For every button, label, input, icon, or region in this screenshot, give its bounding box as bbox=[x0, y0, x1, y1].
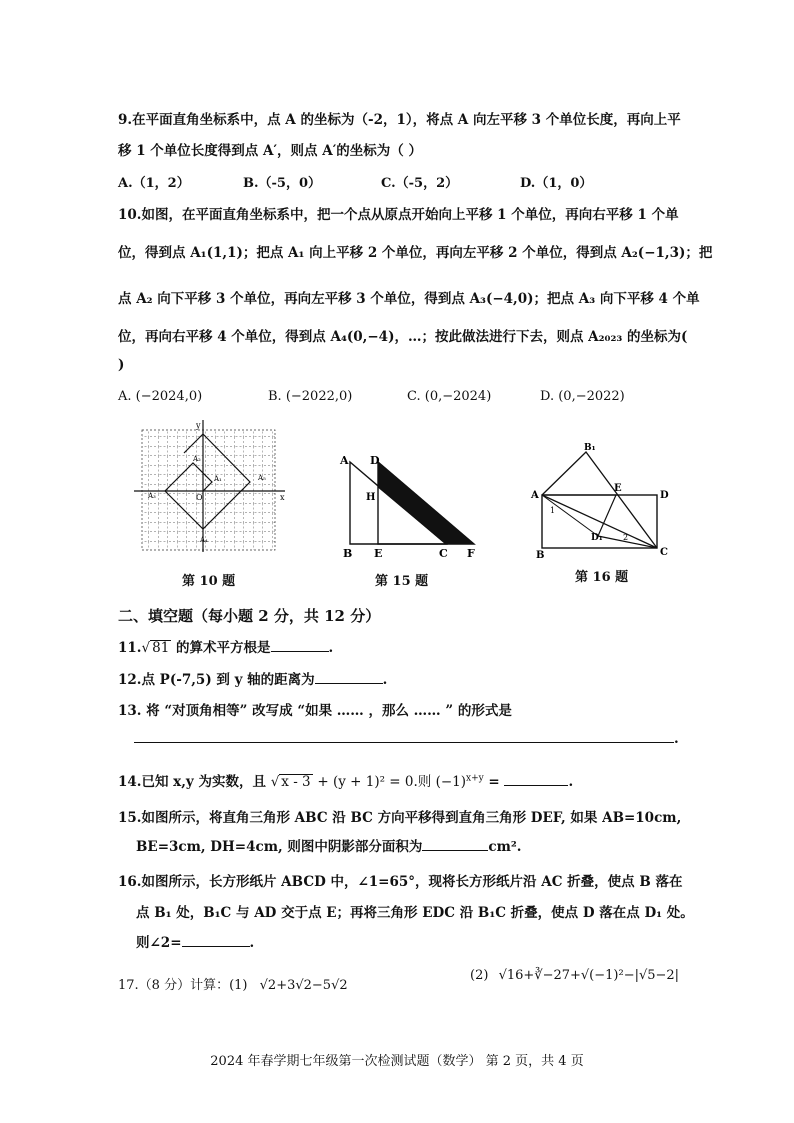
q10-option-b: B. (−2022,0) bbox=[268, 389, 353, 404]
figure-16-caption: 第 16 题 bbox=[575, 570, 629, 585]
fig16-label-c: C bbox=[660, 547, 668, 558]
figure-10-caption: 第 10 题 bbox=[182, 574, 236, 589]
q13-answer-line bbox=[118, 730, 679, 747]
fig16-label-e: E bbox=[614, 483, 622, 494]
q11-answer-blank[interactable] bbox=[271, 639, 329, 652]
q16-answer-blank[interactable] bbox=[182, 934, 250, 947]
q15-line2 bbox=[136, 835, 522, 855]
q12-end: . bbox=[382, 672, 388, 688]
figure-16-rectangle bbox=[528, 440, 678, 560]
q17-part2-label: (2) bbox=[470, 968, 489, 983]
q17-part2-wrap bbox=[470, 968, 679, 983]
q9-option-b: B.（-5，0） bbox=[243, 176, 322, 191]
fig15-label-a: A bbox=[340, 454, 349, 467]
q10-line1: 10.如图，在平面直角坐标系中，把一个点从原点开始向上平移 1 个单位，再向右平移 1 个单 bbox=[118, 207, 679, 223]
q9-line2: 移 1 个单位长度得到点 A′，则点 A′的坐标为（ ） bbox=[118, 143, 422, 159]
fig10-label-a5: A₅ bbox=[258, 474, 266, 482]
fig10-label-a2: A₂ bbox=[193, 455, 201, 463]
q14-prefix: 14.已知 x,y 为实数，且 bbox=[118, 774, 266, 790]
section-2-heading: 二、填空题（每小题 2 分，共 12 分） bbox=[118, 607, 381, 625]
fig15-label-c: C bbox=[439, 547, 448, 560]
q14-exponent: x+y bbox=[466, 773, 484, 784]
fig16-label-d1: D₁ bbox=[591, 533, 603, 543]
fig10-label-a3: A₃ bbox=[148, 492, 156, 500]
q17 bbox=[118, 974, 348, 993]
fig15-label-d: D bbox=[370, 454, 380, 467]
q14-answer-blank[interactable] bbox=[504, 773, 568, 786]
q9-line1: 9.在平面直角坐标系中，点 A 的坐标为（-2，1），将点 A 向左平移 3 个单位长度，再向上平 bbox=[118, 112, 681, 128]
q13-answer-blank[interactable] bbox=[134, 730, 674, 743]
q14-mid: + (y + 1)² = 0.则 (−1) bbox=[317, 774, 467, 790]
fig10-label-o: O bbox=[196, 493, 203, 502]
q17-part2: √16+∛−27+√(−1)²−|√5−2| bbox=[498, 968, 680, 983]
q15-line1: 15.如图所示，将直角三角形 ABC 沿 BC 方向平移得到直角三角形 DEF, 如果 AB=10cm, bbox=[118, 810, 682, 826]
fig16-label-angle2: 2 bbox=[623, 533, 629, 542]
q16-end: . bbox=[249, 935, 255, 951]
fig10-label-x: x bbox=[280, 493, 285, 502]
q14-eq: = bbox=[483, 774, 505, 790]
fig10-label-a1: A₁ bbox=[214, 475, 222, 483]
q16-line1: 16.如图所示，长方形纸片 ABCD 中，∠1=65°，现将长方形纸片沿 AC 折叠，使点 B 落在 bbox=[118, 874, 683, 890]
q16-line2: 点 B₁ 处，B₁C 与 AD 交于点 E；再将三角形 EDC 沿 B₁C 折叠，使点 D 落在点 D₁ 处。 bbox=[136, 905, 694, 921]
fig15-label-f: F bbox=[467, 547, 475, 560]
fig16-label-angle1: 1 bbox=[550, 506, 556, 515]
q11-radicand: 81 bbox=[152, 640, 170, 656]
figure-10-grid bbox=[130, 418, 288, 554]
q14: 14.已知 x,y 为实数，且 √ x - 3 + (y + 1)² = 0.则 $(-1)^{x+y}$ = . bbox=[118, 773, 574, 790]
q9-option-d: D.（1，0） bbox=[520, 176, 593, 191]
q13-text: 13. 将 “对顶角相等” 改写成 “如果 …… ，那么 …… ” 的形式是 bbox=[118, 703, 512, 719]
fig10-label-y: y bbox=[196, 421, 201, 430]
q11-prefix: 11. bbox=[118, 640, 142, 656]
q11-suffix: 的算术平方根是 bbox=[171, 640, 271, 656]
q17-part1: √2+3√2−5√2 bbox=[259, 978, 348, 993]
q10-option-d: D. (0,−2022) bbox=[540, 389, 625, 404]
fig16-label-d: D bbox=[660, 490, 669, 501]
q14-radicand: x - 3 bbox=[281, 774, 311, 790]
q16-line3 bbox=[136, 931, 254, 951]
page-footer: 2024 年春学期七年级第一次检测试题（数学） 第 2 页，共 4 页 bbox=[210, 1054, 584, 1069]
q10-line4: 位，再向右平移 4 个单位，得到点 A₄(0,−4)，…；按此做法进行下去，则点 A₂₀₂₃ 的坐标为( bbox=[118, 329, 688, 345]
fig15-label-e: E bbox=[374, 547, 383, 560]
q11-end: . bbox=[328, 640, 334, 656]
fig10-label-a4: A₄ bbox=[200, 536, 208, 544]
q12-text: 12.点 P(-7,5) 到 y 轴的距离为 bbox=[118, 672, 315, 688]
q10-line3: 点 A₂ 向下平移 3 个单位，再向左平移 3 个单位，得到点 A₃(−4,0)；把点 A₃ 向下平移 4 个单 bbox=[118, 291, 700, 307]
q9-option-a: A.（1，2） bbox=[118, 176, 190, 191]
figure-15-caption: 第 15 题 bbox=[375, 574, 429, 589]
q17-label: 17.（8 分）计算：(1) bbox=[118, 978, 248, 993]
q15-line2-text: BE=3cm, DH=4cm, 则图中阴影部分面积为 bbox=[136, 839, 423, 855]
q16-line3-text: 则∠2= bbox=[136, 935, 182, 951]
q14-end: . bbox=[568, 774, 574, 790]
q15-unit: cm². bbox=[488, 839, 522, 855]
fig16-label-a: A bbox=[531, 490, 539, 501]
q11: 11.√ 81 的算术平方根是 . bbox=[118, 640, 334, 656]
q9-option-c: C.（-5，2） bbox=[381, 176, 459, 191]
fig15-label-h: H bbox=[366, 492, 376, 503]
q12 bbox=[118, 668, 387, 688]
q10-option-c: C. (0,−2024) bbox=[407, 389, 492, 404]
q15-answer-blank[interactable] bbox=[422, 838, 488, 851]
fig16-label-b: B bbox=[536, 550, 545, 560]
q10-line5: ) bbox=[118, 357, 125, 373]
q13-end: . bbox=[674, 731, 679, 747]
q10-option-a: A. (−2024,0) bbox=[118, 389, 203, 404]
figure-15-triangles bbox=[336, 448, 486, 560]
q12-answer-blank[interactable] bbox=[315, 671, 383, 684]
fig16-label-b1: B₁ bbox=[584, 443, 596, 453]
fig15-label-b: B bbox=[343, 547, 353, 560]
q10-line2: 位，得到点 A₁(1,1)；把点 A₁ 向上平移 2 个单位，再向左平移 2 个单位，得到点 A₂(−1,3)；把 bbox=[118, 245, 713, 261]
